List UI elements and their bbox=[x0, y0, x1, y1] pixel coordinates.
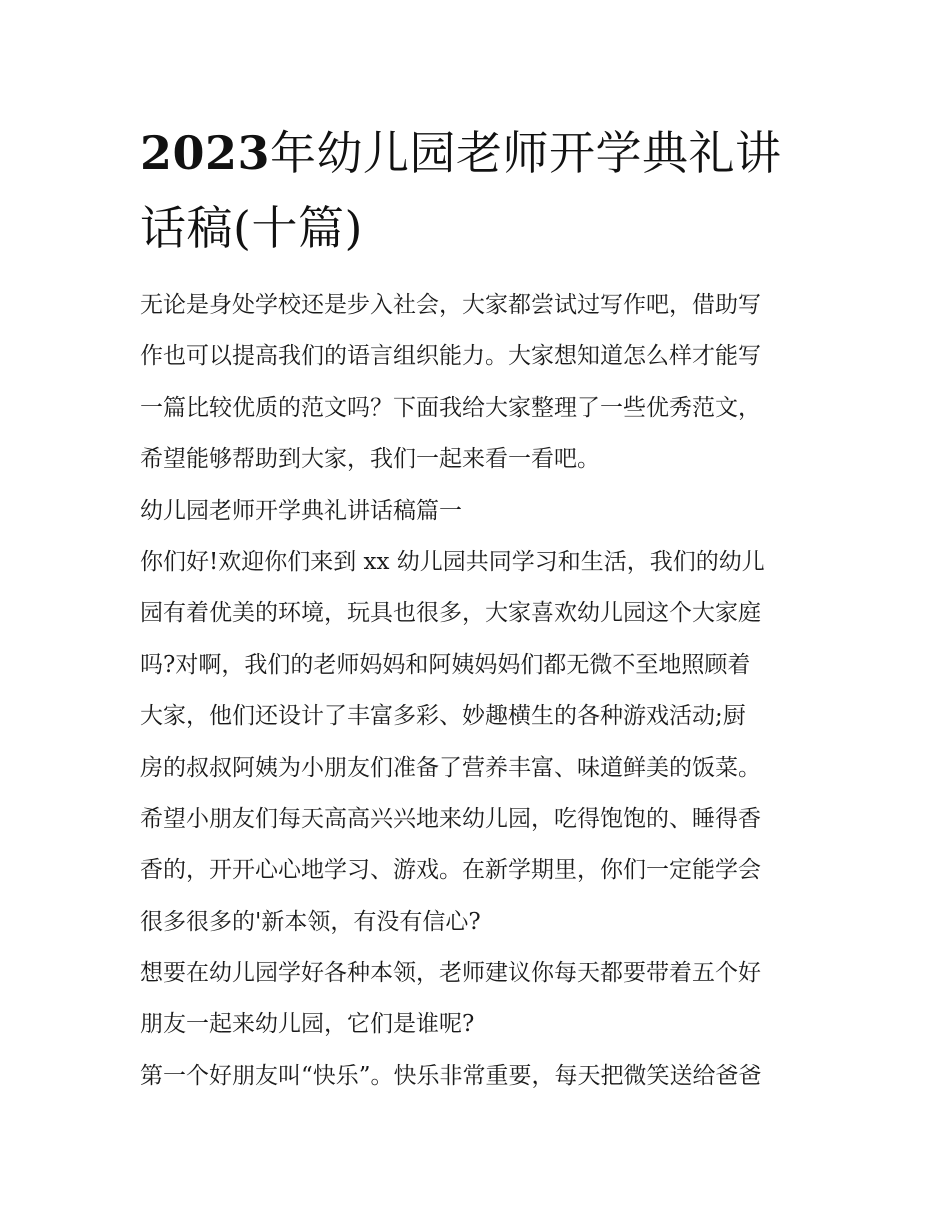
body-line: 吗?对啊，我们的老师妈妈和阿姨妈妈们都无微不至地照顾着 bbox=[140, 651, 751, 678]
body-line: 作也可以提高我们的语言组织能力。大家想知道怎么样才能写 bbox=[140, 343, 761, 370]
body-line: 想要在幼儿园学好各种本领，老师建议你每天都要带着五个好 bbox=[140, 960, 761, 987]
body-line: 房的叔叔阿姨为小朋友们准备了营养丰富、味道鲜美的饭菜。 bbox=[140, 754, 761, 781]
title-line-1-text: 年幼儿园老师开学典礼讲 bbox=[270, 126, 782, 180]
body-line: 希望小朋友们每天高高兴兴地来幼儿园，吃得饱饱的、睡得香 bbox=[140, 805, 761, 832]
title-line-1 bbox=[140, 116, 820, 191]
title-line-2: 话稿(十篇) bbox=[140, 201, 363, 255]
body-line: 大家，他们还设计了丰富多彩、妙趣横生的各种游戏活动;厨 bbox=[140, 703, 746, 730]
body-line: 一篇比较优质的范文吗？下面我给大家整理了一些优秀范文， bbox=[140, 394, 761, 421]
page-title bbox=[140, 116, 820, 266]
body-line: 你们好!欢迎你们来到 xx 幼儿园共同学习和生活，我们的幼儿 bbox=[140, 548, 765, 575]
body-line: 第一个好朋友叫“快乐”。快乐非常重要，每天把微笑送给爸爸 bbox=[140, 1062, 762, 1089]
body-line: 希望能够帮助到大家，我们一起来看一看吧。 bbox=[140, 446, 600, 473]
body-line: 朋友一起来幼儿园，它们是谁呢? bbox=[140, 1011, 475, 1038]
section-heading: 幼儿园老师开学典礼讲话稿篇一 bbox=[140, 497, 462, 524]
title-year: 2023 bbox=[140, 126, 271, 180]
body-line: 香的，开开心心地学习、游戏。在新学期里，你们一定能学会 bbox=[140, 857, 761, 884]
body-line: 园有着优美的环境，玩具也很多，大家喜欢幼儿园这个大家庭 bbox=[140, 600, 761, 627]
document-body bbox=[140, 280, 830, 1102]
body-line: 无论是身处学校还是步入社会，大家都尝试过写作吧，借助写 bbox=[140, 292, 761, 318]
body-line: 很多很多的'新本领，有没有信心? bbox=[140, 908, 481, 935]
